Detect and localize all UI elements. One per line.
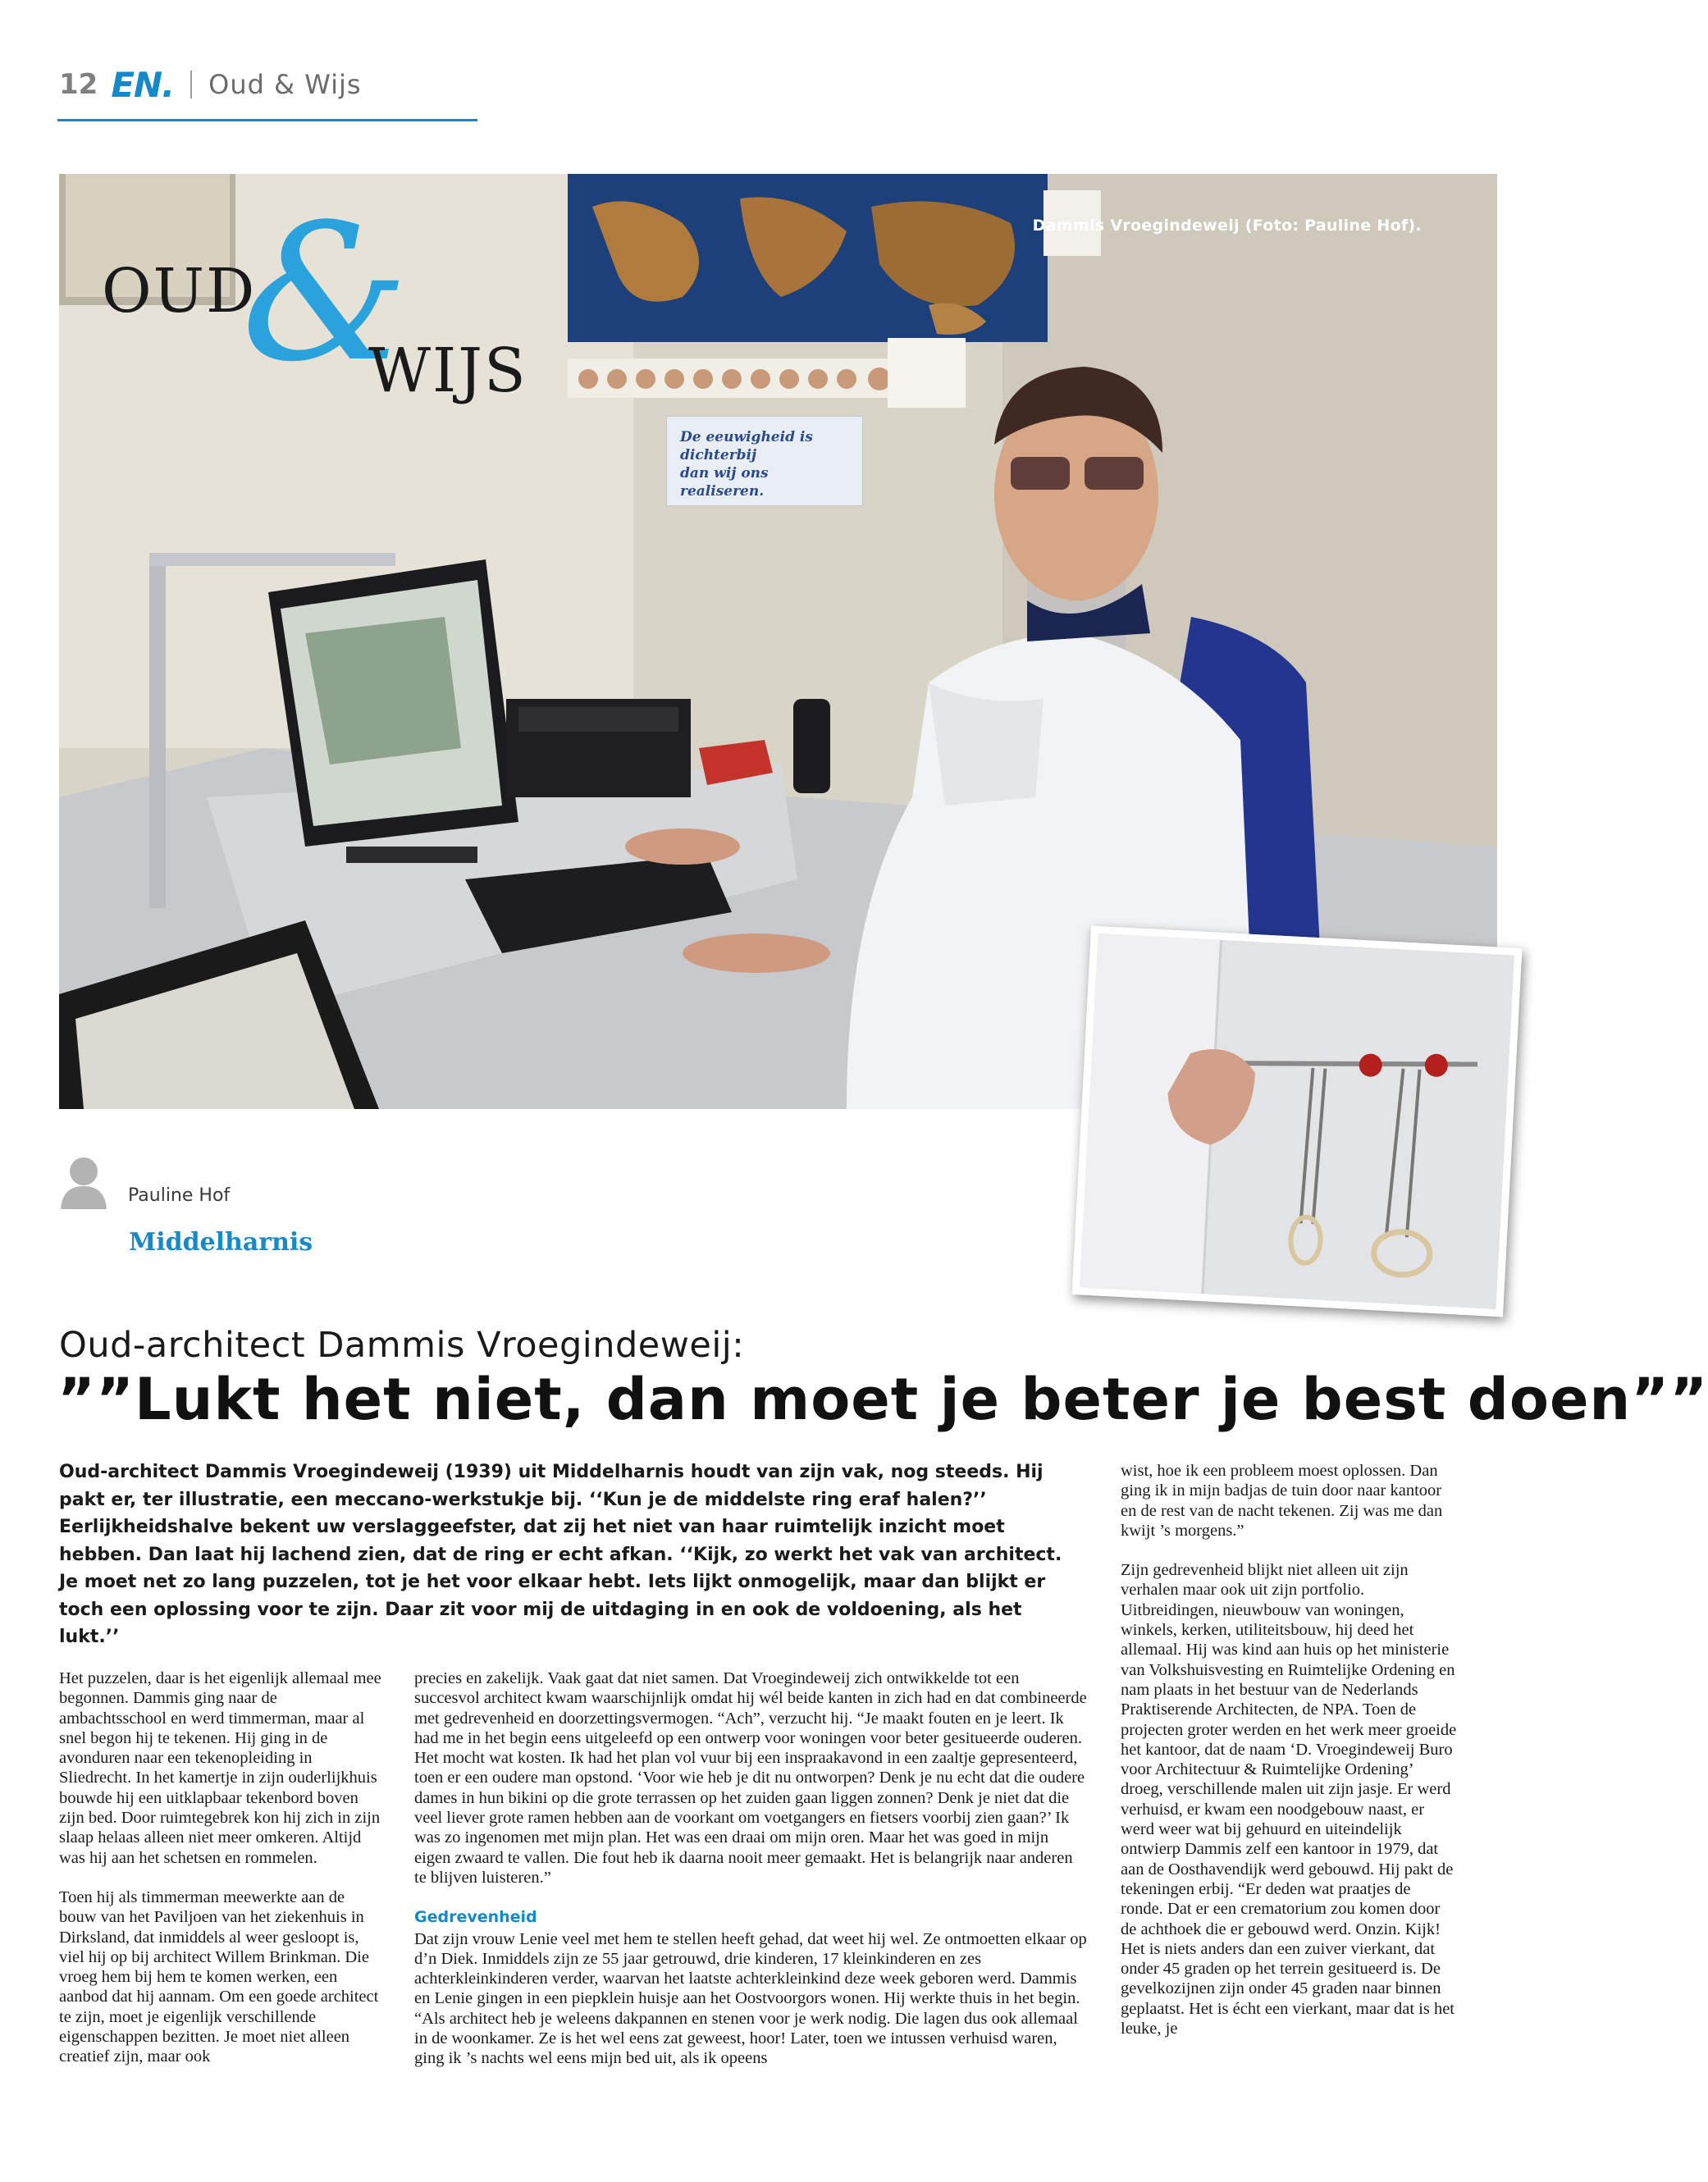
body-paragraph: wist, hoe ik een probleem moest oplossen. Dan ging ik in mijn badjas de tuin door naar kantoor en de rest van de nacht tekenen. Zij was me dan kwijt ’s morgens.”: [1121, 1462, 1443, 1540]
body-paragraph: Het puzzelen, daar is het eigenlijk allemaal mee begonnen. Dammis ging naar de ambachtsschool en werd timmerman, maar al snel begon hij te tekenen. Hij ging in de avonduren naar een tekenopleiding in Sliedrecht. In het kamertje in zijn ouderlijkhuis bouwde hij een uitklapbaar tekenbord boven zijn bed. Door ruimtegebrek kon hij zich in zijn slaap helaas alleen niet meer omkeren. Altijd was hij aan het schetsen en rommelen.: [59, 1669, 381, 1867]
dateline-place: Middelharnis: [129, 1228, 313, 1257]
subheading-gedrevenheid: Gedrevenheid: [414, 1908, 537, 1927]
body-paragraph: precies en zakelijk. Vaak gaat dat niet samen. Dat Vroegindeweij zich ontwikkelde tot een succesvol architect kwam waarschijnlijk omdat hij wél beide kanten in zich had en dat combineerde met gedrevenheid en doorzettingsvermogen. “Ach”, verzucht hij. “Je maakt fouten en je leert. Ik had me in het begin eens uitgeleefd op een ontwerp voor woningen voor beter gesitueerde ouderen. Het mocht wat kosten. Ik had het plan vol vuur bij een inspraakavond in een zaaltje gepresenteerd, toen er een oudere man opstond. ‘Voor wie heb je dit nu ontworpen? Denk je nu echt dat die oudere dames in hun bikini op die grote terrassen op het zuiden gaan liggen zonnen? Denk je niet dat die veel liever grote ramen hebben aan de voorkant om voetgangers en fietsers voorbij zien gaan?’ Ik was zo ingenomen met mijn plan. Het was een draai om mijn oren. Maar het was goed in mijn eigen zwaard te vallen. Die fout heb ik daarna nooit meer gemaakt. Het is belangrijk naar anderen te blijven luisteren.”: [414, 1669, 1087, 1887]
page-header: [59, 64, 362, 105]
badge-wijs: WIJS: [368, 336, 527, 406]
section-title: Oud & Wijs: [208, 69, 362, 100]
body-paragraph: Toen hij als timmerman meewerkte aan de bouw van het Paviljoen van het ziekenhuis in Dirksland, dat inmiddels al weer gesloopt is, viel hij op bij architect Willem Brinkman. Die vroeg hem bij hem te komen werken, een aanbod dat hij aannam. Om een goede architect te zijn, moet je eigenlijk verschillende eigenschappen bezitten. Je moet niet alleen creatief zijn, maar ook: [59, 1888, 379, 2066]
photo-caption: Dammis Vroegindeweij (Foto: Pauline Hof).: [1032, 217, 1422, 235]
article-lead: Oud-architect Dammis Vroegindeweij (1939) uit Middelharnis houdt van zijn vak, nog steeds. Hij pakt er, ter illustratie, een meccano-werkstukje bij. ‘‘Kun je de middelste ring eraf halen?’’ Eerlijkheidshalve bekent uw verslaggeefster, dat zij het niet van haar ruimtelijk inzicht moet hebben. Dan laat hij lachend zien, dat de ring er echt afkan. ‘‘Kijk, zo werkt het vak van architect. Je moet net zo lang puzzelen, tot je het voor elkaar hebt. Iets lijkt onmogelijk, maar dan blijkt er toch een oplossing voor te zijn. Daar zit voor mij de uitdaging in en ook de voldoening, als het lukt.’’: [59, 1462, 1062, 1647]
body-paragraph: Dat zijn vrouw Lenie veel met hem te stellen heeft gehad, dat weet hij wel. Ze ontmoetten elkaar op d’n Diek. Inmiddels zijn ze 55 jaar getrouwd, drie kinderen, 17 kleinkinderen en zes achterkleinkinderen verder, waarvan het laatste achterkleinkind deze week geboren werd. Dammis en Lenie gingen in een piepklein huisje aan het Oostvoorgors wonen. Hij werkte thuis in het begin. “Als architect heb je weleens dakpannen en stenen voor je werk nodig. Die lagen dus ook allemaal in de woonkamer. Ze is het wel eens zat geweest, hoor! Later, toen we intussen verhuisd waren, ging ik ’s nachts wel eens mijn bed uit, als ik opeens: [414, 1929, 1087, 2068]
inset-photo: [1072, 926, 1523, 1317]
byline: [59, 1155, 230, 1209]
meccano-puzzle-illustration: [1080, 934, 1514, 1309]
badge-oud: OUD: [102, 256, 257, 326]
author-icon: [59, 1155, 108, 1209]
body-column-1: [59, 1668, 386, 2067]
wall-sign-line: dichterbij: [680, 447, 757, 464]
badge-ampersand: &: [241, 185, 409, 404]
article-kicker: Oud-architect Dammis Vroegindeweij:: [59, 1325, 745, 1366]
wall-sign-line: De eeuwigheid is: [680, 429, 813, 445]
body-column-3: [1121, 1461, 1457, 2038]
publication-logo: EN.: [111, 64, 175, 105]
wall-sign-line: dan wij ons realiseren.: [680, 465, 769, 500]
author-name: Pauline Hof: [128, 1185, 231, 1206]
oud-en-wijs-badge: [102, 185, 594, 422]
article-headline: ””Lukt het niet, dan moet je beter je best doen””: [57, 1366, 1708, 1433]
header-separator: [190, 71, 192, 98]
page-number: 12: [59, 68, 98, 101]
body-paragraph: Zijn gedrevenheid blijkt niet alleen uit zijn verhalen maar ook uit zijn portfolio. Uitbreidingen, nieuwbouw van woningen, winkels, kerken, utiliteitsbouw, hij deed het allemaal. Hij was kind aan huis op het ministerie van Volkshuisvesting en Ruimtelijke Ordening en nam plaats in het bestuur van de Nederlands Praktiserende Architecten, de NPA. Toen de projecten groter werden en het werk meer groeide het kantoor, dat de naam ‘D. Vroegindeweij Buro voor Architectuur & Ruimtelijke Ordening’ droeg, verschillende malen uit zijn jasje. Er werd verhuisd, er kwam een noodgebouw naast, er werd weer wat bij gehuurd en uiteindelijk ontwierp Dammis zelf een kantoor in 1979, dat aan de Oosthavendijk werd gebouwd. Hij pakt de tekeningen erbij. “Er deden wat praatjes de ronde. Dat er een crematorium zou komen door de achthoek die er gebouwd werd. Onzin. Kijk! Het is niets anders dan een zuiver vierkant, dat onder 45 graden op het terrein gesitueerd is. De gevelkozijnen zijn onder 45 graden naar binnen geplaatst. Het is écht een vierkant, maar dat is het leuke, je: [1121, 1561, 1457, 2038]
body-column-2: [414, 1668, 1087, 2069]
wall-sign: [666, 416, 863, 506]
header-rule: [57, 119, 477, 121]
